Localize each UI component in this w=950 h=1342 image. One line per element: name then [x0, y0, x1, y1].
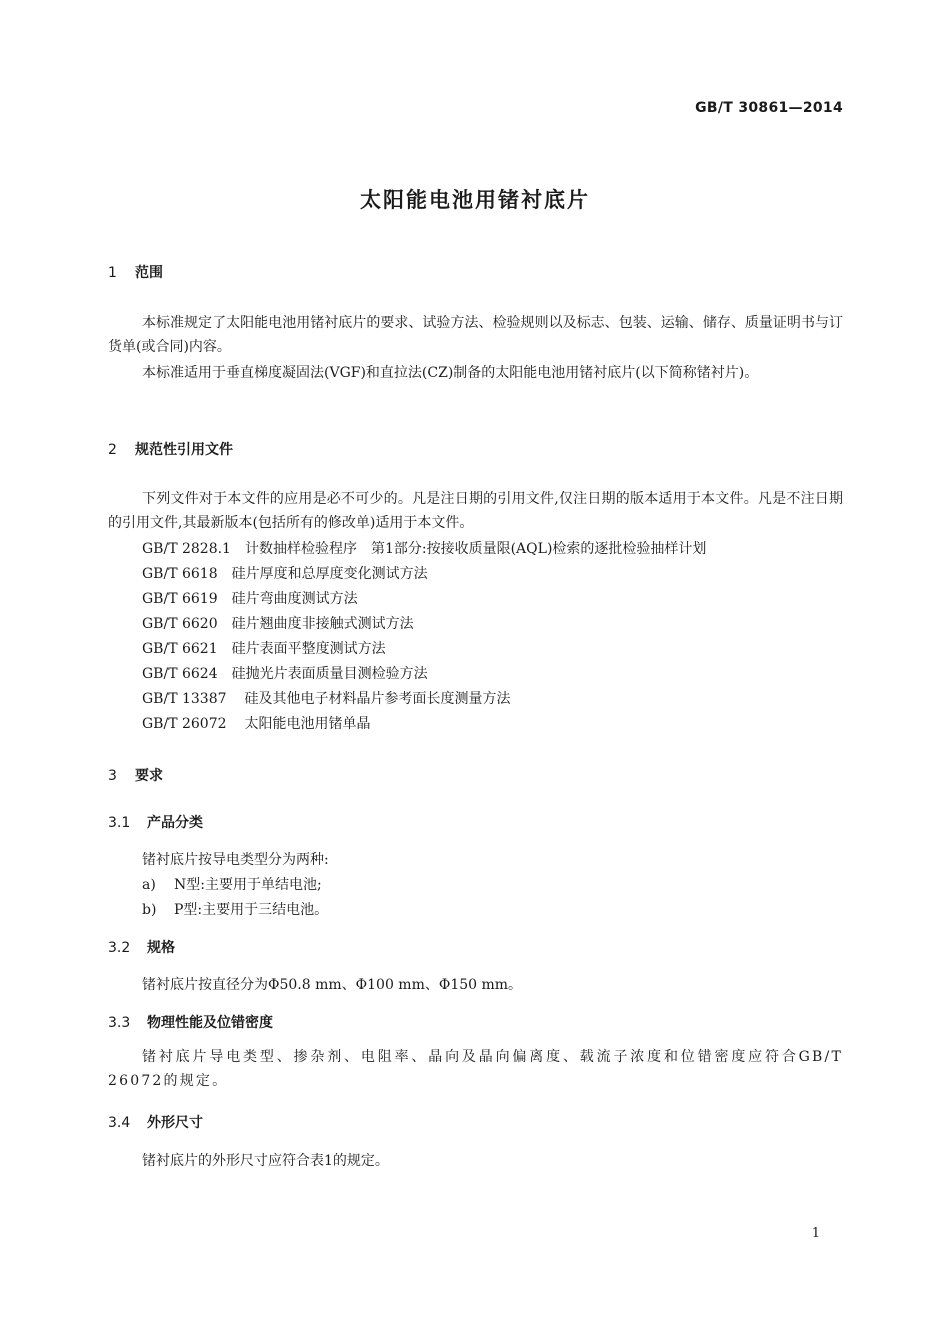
- reference-item: [142, 563, 428, 583]
- reference-title: 硅及其他电子材料晶片参考面长度测量方法: [244, 691, 511, 707]
- section-1-heading: [108, 262, 163, 282]
- reference-title: 计数抽样检验程序 第1部分:按接收质量限(AQL)检索的逐批检验抽样计划: [244, 541, 707, 557]
- reference-title: 太阳能电池用锗单晶: [244, 716, 371, 732]
- section-number: 1: [108, 265, 117, 281]
- reference-item: [142, 713, 371, 733]
- section-title: 范围: [135, 265, 163, 281]
- reference-code: GB/T 6619: [142, 591, 218, 607]
- section-3-1-heading: [108, 812, 203, 832]
- section-number: 2: [108, 442, 117, 458]
- subsection-number: 3.3: [108, 1015, 131, 1031]
- section-title: 规范性引用文件: [135, 442, 233, 458]
- section-3-3-text: 锗衬底片导电类型、掺杂剂、电阻率、晶向及晶向偏离度、载流子浓度和位错密度应符合GB/T 26072的规定。: [108, 1049, 843, 1089]
- reference-title: 硅片弯曲度测试方法: [231, 591, 358, 607]
- reference-code: GB/T 26072: [142, 716, 227, 732]
- reference-item: [142, 588, 358, 608]
- subsection-number: 3.4: [108, 1115, 131, 1131]
- subsection-title: 物理性能及位错密度: [147, 1015, 273, 1031]
- reference-code: GB/T 13387: [142, 691, 227, 707]
- reference-code: GB/T 6618: [142, 566, 218, 582]
- list-text: N型:主要用于单结电池;: [174, 877, 322, 893]
- reference-item: [142, 638, 386, 658]
- list-item: [142, 874, 322, 894]
- subsection-title: 外形尺寸: [147, 1115, 203, 1131]
- section-title: 要求: [135, 768, 163, 784]
- section-3-2-heading: [108, 937, 175, 957]
- list-marker: b): [142, 902, 157, 918]
- section-1-paragraph-2: 本标准适用于垂直梯度凝固法(VGF)和直拉法(CZ)制备的太阳能电池用锗衬底片(以下简称锗衬片)。: [142, 365, 759, 381]
- reference-title: 硅片翘曲度非接触式测试方法: [231, 616, 414, 632]
- reference-item: [142, 538, 706, 558]
- subsection-number: 3.1: [108, 815, 131, 831]
- section-1-paragraph-1: 本标准规定了太阳能电池用锗衬底片的要求、试验方法、检验规则以及标志、包装、运输、储存、质量证明书与订货单(或合同)内容。: [108, 315, 843, 355]
- section-number: 3: [108, 768, 117, 784]
- reference-code: GB/T 6621: [142, 641, 218, 657]
- reference-title: 硅片厚度和总厚度变化测试方法: [231, 566, 428, 582]
- section-3-2-text: 锗衬底片按直径分为Φ50.8 mm、Φ100 mm、Φ150 mm。: [142, 977, 523, 993]
- document-title: 太阳能电池用锗衬底片: [360, 188, 590, 212]
- subsection-number: 3.2: [108, 940, 131, 956]
- reference-item: [142, 613, 414, 633]
- section-3-3-heading: [108, 1012, 273, 1032]
- section-3-heading: [108, 765, 163, 785]
- reference-code: GB/T 6620: [142, 616, 218, 632]
- list-item: [142, 899, 328, 919]
- reference-code: GB/T 6624: [142, 666, 218, 682]
- reference-title: 硅抛光片表面质量目测检验方法: [231, 666, 428, 682]
- reference-item: [142, 663, 428, 683]
- section-2-heading: [108, 439, 233, 459]
- subsection-title: 规格: [147, 940, 175, 956]
- subsection-title: 产品分类: [147, 815, 203, 831]
- list-text: P型:主要用于三结电池。: [174, 902, 329, 918]
- reference-code: GB/T 2828.1: [142, 541, 231, 557]
- section-2-paragraph-1: 下列文件对于本文件的应用是必不可少的。凡是注日期的引用文件,仅注日期的版本适用于本文件。凡是不注日期的引用文件,其最新版本(包括所有的修改单)适用于本文件。: [108, 491, 843, 531]
- reference-title: 硅片表面平整度测试方法: [231, 641, 386, 657]
- section-3-4-heading: [108, 1112, 203, 1132]
- list-marker: a): [142, 877, 156, 893]
- section-3-1-intro: 锗衬底片按导电类型分为两种:: [142, 852, 329, 868]
- section-3-4-text: 锗衬底片的外形尺寸应符合表1的规定。: [142, 1153, 389, 1169]
- standard-number: GB/T 30861—2014: [695, 100, 843, 116]
- page-number: 1: [811, 1226, 820, 1241]
- reference-item: [142, 688, 511, 708]
